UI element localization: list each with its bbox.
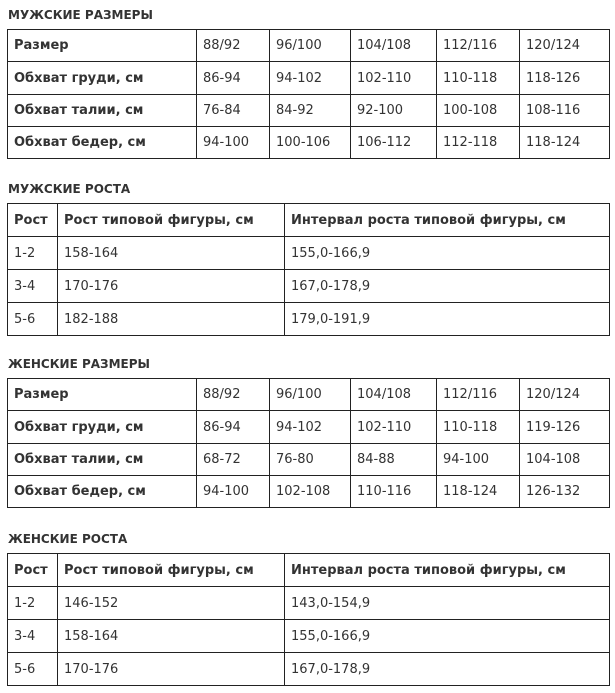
table-cell: 96/100 xyxy=(270,30,351,62)
table-cell: 170-176 xyxy=(58,653,285,686)
table-cell: 112-118 xyxy=(437,127,520,159)
table-header-row xyxy=(8,204,610,237)
table-cell: 5-6 xyxy=(8,653,58,686)
table-cell: 146-152 xyxy=(58,587,285,620)
table-row xyxy=(8,444,610,476)
row-label: Обхват бедер, см xyxy=(8,127,197,159)
table-cell: 126-132 xyxy=(520,476,610,508)
table-cell: 155,0-166,9 xyxy=(285,237,610,270)
row-label: Обхват талии, см xyxy=(8,95,197,127)
table-row xyxy=(8,653,610,686)
table-row xyxy=(8,127,610,159)
table-cell: 1-2 xyxy=(8,587,58,620)
table-cell: 120/124 xyxy=(520,30,610,62)
table-cell: 118-124 xyxy=(437,476,520,508)
table-cell: 182-188 xyxy=(58,303,285,336)
table-row xyxy=(8,620,610,653)
table-cell: 94-102 xyxy=(270,411,351,444)
women-heights-title: ЖЕНСКИЕ РОСТА xyxy=(8,532,128,546)
table-cell: 102-110 xyxy=(351,62,437,95)
men-heights-title: МУЖСКИЕ РОСТА xyxy=(8,182,131,196)
table-cell: 102-108 xyxy=(270,476,351,508)
table-row xyxy=(8,303,610,336)
table-row xyxy=(8,237,610,270)
table-cell: 84-92 xyxy=(270,95,351,127)
women-sizes-table xyxy=(7,378,610,508)
table-row xyxy=(8,411,610,444)
table-cell: 92-100 xyxy=(351,95,437,127)
table-cell: 110-116 xyxy=(351,476,437,508)
table-row xyxy=(8,379,610,411)
table-row xyxy=(8,30,610,62)
table-cell: 88/92 xyxy=(197,30,270,62)
table-cell: 100-106 xyxy=(270,127,351,159)
row-label: Обхват бедер, см xyxy=(8,476,197,508)
table-row xyxy=(8,476,610,508)
table-cell: 143,0-154,9 xyxy=(285,587,610,620)
table-cell: 104/108 xyxy=(351,30,437,62)
table-cell: 104/108 xyxy=(351,379,437,411)
table-cell: 3-4 xyxy=(8,270,58,303)
table-cell: 155,0-166,9 xyxy=(285,620,610,653)
table-cell: 84-88 xyxy=(351,444,437,476)
table-cell: 94-100 xyxy=(197,476,270,508)
table-row xyxy=(8,95,610,127)
table-cell: 106-112 xyxy=(351,127,437,159)
men-heights-table xyxy=(7,203,610,336)
row-label: Обхват груди, см xyxy=(8,411,197,444)
table-cell: 5-6 xyxy=(8,303,58,336)
table-cell: 94-102 xyxy=(270,62,351,95)
table-cell: 158-164 xyxy=(58,237,285,270)
table-cell: 119-126 xyxy=(520,411,610,444)
table-cell: 96/100 xyxy=(270,379,351,411)
column-header: Рост типовой фигуры, см xyxy=(58,554,285,587)
row-label: Размер xyxy=(8,30,197,62)
table-cell: 170-176 xyxy=(58,270,285,303)
table-cell: 88/92 xyxy=(197,379,270,411)
table-cell: 118-124 xyxy=(520,127,610,159)
table-row xyxy=(8,587,610,620)
table-cell: 100-108 xyxy=(437,95,520,127)
column-header: Интервал роста типовой фигуры, см xyxy=(285,204,610,237)
table-cell: 167,0-178,9 xyxy=(285,270,610,303)
table-cell: 110-118 xyxy=(437,411,520,444)
men-sizes-table xyxy=(7,29,610,159)
column-header: Рост xyxy=(8,204,58,237)
table-cell: 112/116 xyxy=(437,30,520,62)
table-cell: 179,0-191,9 xyxy=(285,303,610,336)
table-cell: 1-2 xyxy=(8,237,58,270)
table-cell: 76-80 xyxy=(270,444,351,476)
women-heights-table xyxy=(7,553,610,686)
women-sizes-title: ЖЕНСКИЕ РАЗМЕРЫ xyxy=(8,357,150,371)
row-label: Размер xyxy=(8,379,197,411)
table-cell: 3-4 xyxy=(8,620,58,653)
table-cell: 108-116 xyxy=(520,95,610,127)
men-sizes-title: МУЖСКИЕ РАЗМЕРЫ xyxy=(8,8,153,22)
table-cell: 86-94 xyxy=(197,411,270,444)
table-cell: 102-110 xyxy=(351,411,437,444)
table-row xyxy=(8,270,610,303)
table-cell: 104-108 xyxy=(520,444,610,476)
table-cell: 158-164 xyxy=(58,620,285,653)
table-cell: 94-100 xyxy=(437,444,520,476)
table-cell: 120/124 xyxy=(520,379,610,411)
row-label: Обхват груди, см xyxy=(8,62,197,95)
table-cell: 110-118 xyxy=(437,62,520,95)
table-cell: 86-94 xyxy=(197,62,270,95)
table-cell: 118-126 xyxy=(520,62,610,95)
column-header: Рост типовой фигуры, см xyxy=(58,204,285,237)
table-cell: 112/116 xyxy=(437,379,520,411)
column-header: Интервал роста типовой фигуры, см xyxy=(285,554,610,587)
row-label: Обхват талии, см xyxy=(8,444,197,476)
table-cell: 94-100 xyxy=(197,127,270,159)
table-row xyxy=(8,62,610,95)
table-cell: 167,0-178,9 xyxy=(285,653,610,686)
column-header: Рост xyxy=(8,554,58,587)
table-cell: 76-84 xyxy=(197,95,270,127)
table-cell: 68-72 xyxy=(197,444,270,476)
table-header-row xyxy=(8,554,610,587)
